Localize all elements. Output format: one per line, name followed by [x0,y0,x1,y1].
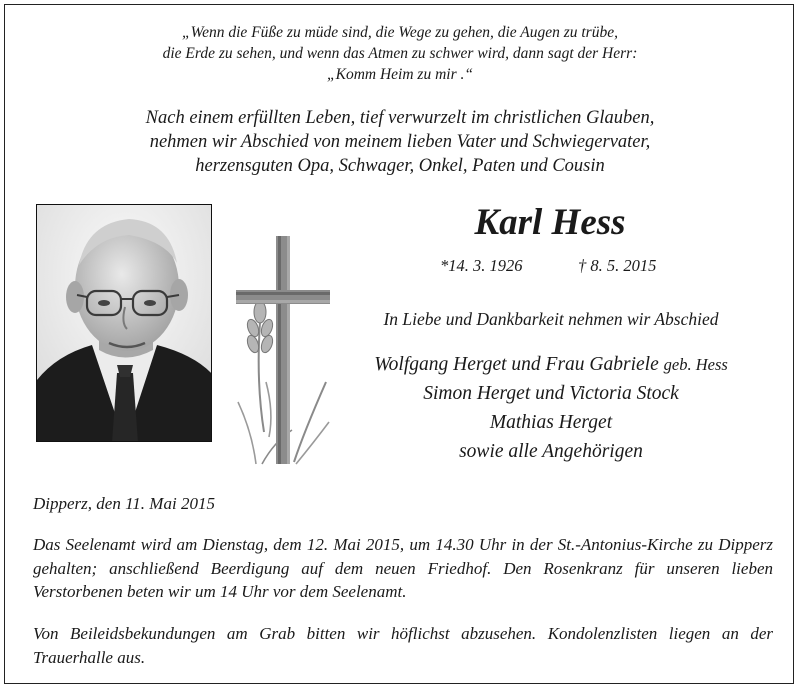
portrait-photo [36,204,212,442]
mourner-line-2: Simon Herget und Victoria Stock [423,383,679,404]
deceased-name: Karl Hess [474,202,626,243]
mourner-1-name: Wolfgang Herget und Frau Gabriele [374,354,659,375]
opening-quote [0,22,800,85]
cross-with-wheat-icon [234,232,334,473]
farewell-line: In Liebe und Dankbarkeit nehmen wir Abschied [383,309,719,329]
quote-line-2: die Erde zu sehen, und wenn das Atmen zu schwer wird, dann sagt der Herr: [162,45,638,62]
mourner-line-1 [330,350,772,379]
mourner-line-4: sowie alle Angehörigen [459,441,643,462]
place-date: Dipperz, den 11. Mai 2015 [33,494,215,513]
intro-line-1: Nach einem erfüllten Leben, tief verwurzelt im christlichen Glauben, [145,108,655,128]
quote-line-1: „Wenn die Füße zu müde sind, die Wege zu gehen, die Augen zu trübe, [182,24,618,41]
quote-line-3: „Komm Heim zu mir .“ [327,66,473,83]
intro-line-2: nehmen wir Abschied von meinem lieben Vater und Schwiegervater, [149,132,651,152]
mourner-line-3: Mathias Herget [489,412,613,433]
mourner-1-note: geb. Hess [663,355,728,374]
intro-line-3: herzensguten Opa, Schwager, Onkel, Paten und Cousin [195,156,605,176]
mourners-list [330,350,772,466]
portrait-illustration [37,205,212,442]
death-date: † 8. 5. 2015 [578,256,657,275]
service-paragraph: Das Seelenamt wird am Dienstag, dem 12. Mai 2015, um 14.30 Uhr in der St.-Antonius-Kirche zu Dipperz gehalten; anschließend Beerdigung auf dem neuen Friedhof. Den Rosenkranz für unseren lieben Verstorbenen beten wir um 14 Uhr vor dem Seelenamt. [33,535,773,601]
cross-illustration [234,232,334,468]
intro-text [0,106,800,178]
condolences-paragraph: Von Beileidsbekundungen am Grab bitten wir höflichst abzusehen. Kondolenzlisten liegen an der Trauerhalle aus. [33,624,773,667]
birth-date: *14. 3. 1926 [440,256,523,275]
